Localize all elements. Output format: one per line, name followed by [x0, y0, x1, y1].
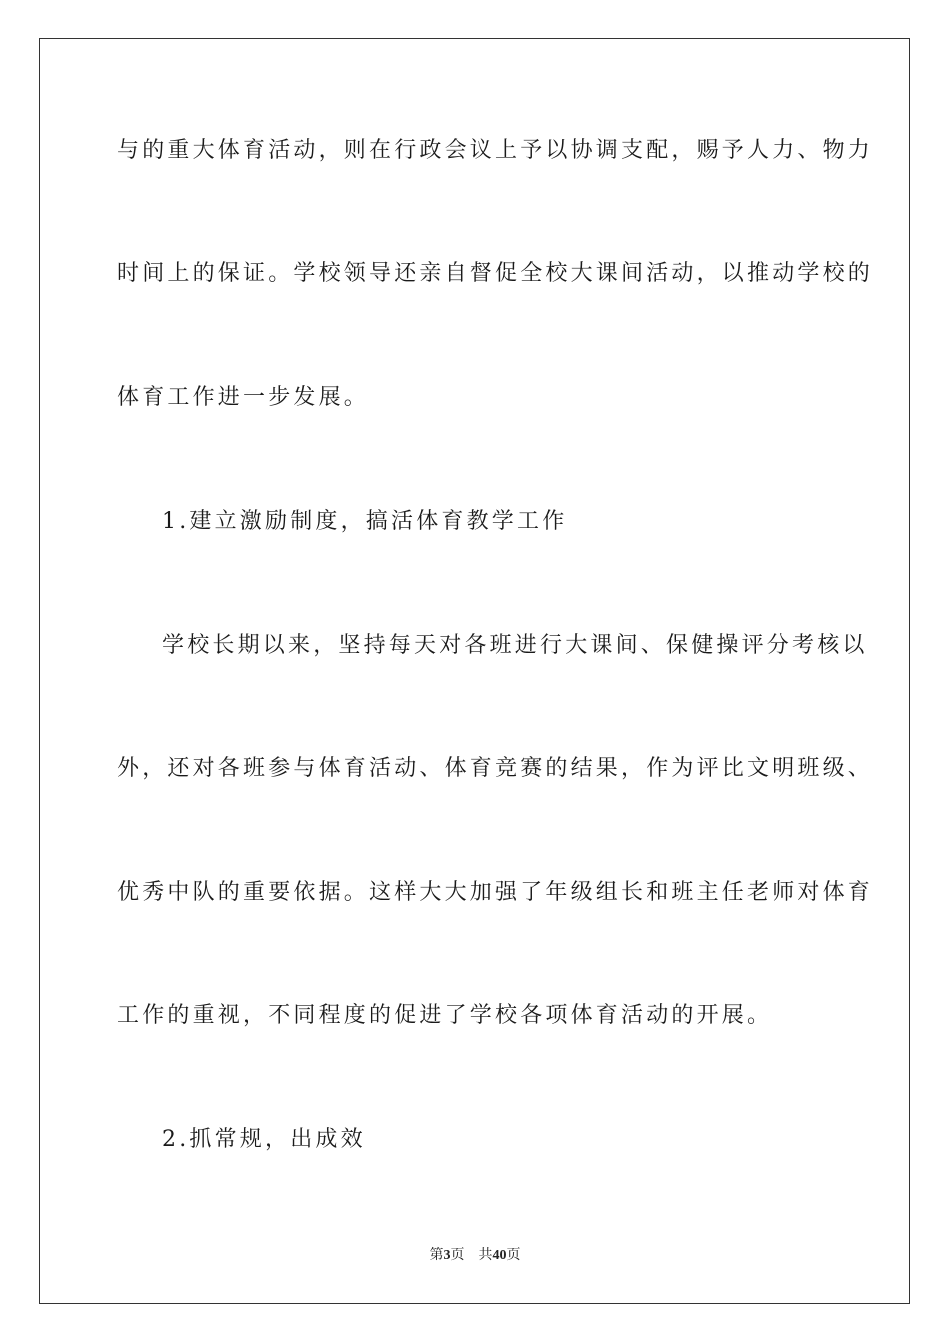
page-border — [39, 38, 910, 1304]
page-footer — [0, 1246, 950, 1266]
paragraph-line: 与的重大体育活动，则在行政会议上予以协调支配，赐予人力、物力 — [117, 138, 874, 163]
section-heading: 2.抓常规，出成效 — [162, 1127, 366, 1152]
paragraph-line: 优秀中队的重要依据。这样大大加强了年级组长和班主任老师对体育 — [117, 880, 874, 905]
page-number: 第3页 — [429, 1248, 465, 1263]
paragraph-line: 工作的重视，不同程度的促进了学校各项体育活动的开展。 — [117, 1003, 773, 1028]
section-heading: 1.建立激励制度，搞活体育教学工作 — [162, 509, 568, 534]
paragraph-line: 时间上的保证。学校领导还亲自督促全校大课间活动，以推动学校的 — [117, 261, 874, 286]
total-pages: 共40页 — [478, 1248, 521, 1263]
paragraph-line: 体育工作进一步发展。 — [117, 385, 370, 410]
paragraph-line: 学校长期以来，坚持每天对各班进行大课间、保健操评分考核以 — [162, 633, 868, 658]
paragraph-line: 外，还对各班参与体育活动、体育竞赛的结果，作为评比文明班级、 — [117, 756, 874, 781]
